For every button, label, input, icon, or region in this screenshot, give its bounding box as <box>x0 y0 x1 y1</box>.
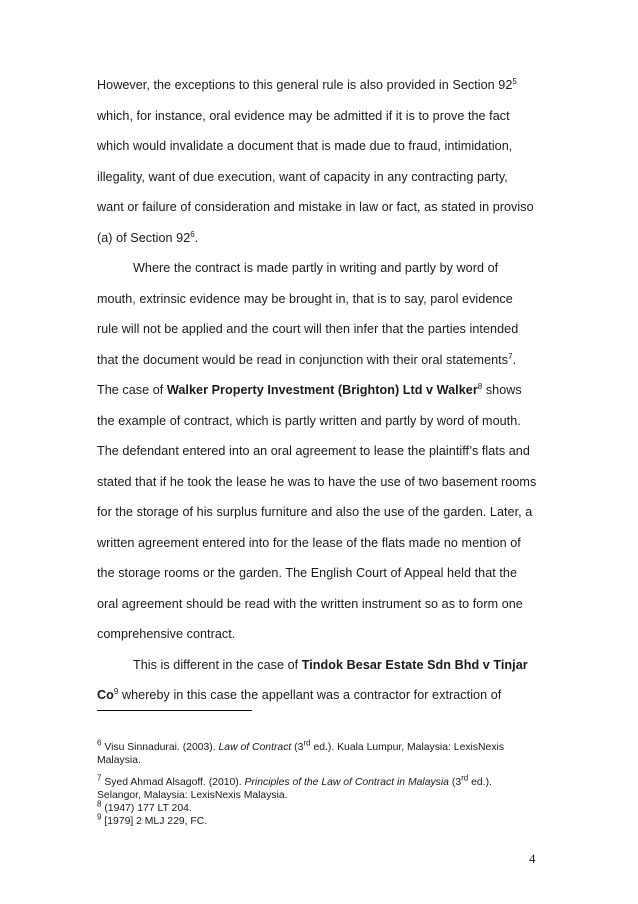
footnote-6: $^6$ Visu Sinnadurai. (2003). Law of Contract (3rd ed.). Kuala Lumpur, Malaysia: LexisNexis <box>97 738 505 753</box>
body-line: illegality, want of due execution, want of capacity in any contracting party, <box>97 170 508 184</box>
body-line: Where the contract is made partly in writing and partly by word of <box>133 261 499 275</box>
body-line: that the document would be read in conjunction with their oral statements$^7$. <box>97 351 517 367</box>
body-line: The defendant entered into an oral agreement to lease the plaintiff’s flats and <box>97 444 530 458</box>
case-name: Tindok Besar Estate Sdn Bhd v Tinjar <box>301 658 528 672</box>
body-line: which would invalidate a document that is made due to fraud, intimidation, <box>97 139 513 153</box>
footnote-7: $^7$ Syed Ahmad Alsagoff. (2010). Principles of the Law of Contract in Malaysia (3rd ed.). <box>97 773 492 788</box>
body-line: want or failure of consideration and mistake in law or fact, as stated in proviso <box>97 200 534 214</box>
body-line: the example of contract, which is partly written and partly by word of mouth. <box>97 414 521 428</box>
body-line: the storage rooms or the garden. The English Court of Appeal held that the <box>97 566 518 580</box>
body-line: stated that if he took the lease he was to have the use of two basement rooms <box>97 475 537 489</box>
body-line: oral agreement should be read with the written instrument so as to form one <box>97 597 523 611</box>
body-line: comprehensive contract. <box>97 627 236 641</box>
body-line: for the storage of his surplus furniture and also the use of the garden. Later, a <box>97 505 533 519</box>
page-number: 4 <box>529 851 536 866</box>
body-line: mouth, extrinsic evidence may be brought in, that is to say, parol evidence <box>97 292 513 306</box>
footnote-9: $^9$ [1979] 2 MLJ 229, FC. <box>97 812 208 827</box>
case-name: Walker Property Investment (Brighton) Ltd v Walker <box>166 383 478 397</box>
footnote-ref: 6 <box>190 229 195 239</box>
body-line: The case of Walker Property Investment (Brighton) Ltd v Walker$^8$ shows <box>97 381 522 397</box>
body-line: written agreement entered into for the lease of the flats made no mention of <box>97 536 521 550</box>
footnote-8: $^8$ (1947) 177 LT 204. <box>97 799 192 814</box>
footnote-ref: 5 <box>512 76 517 86</box>
body-line: rule will not be applied and the court will then infer that the parties intended <box>97 322 519 336</box>
footnote-ref: 8 <box>477 381 483 391</box>
footnote-ref: 7 <box>508 351 513 361</box>
footnote-7-cont: Selangor, Malaysia: LexisNexis Malaysia. <box>97 790 288 801</box>
footnote-6-cont: Malaysia. <box>97 755 141 766</box>
body-line: However, the exceptions to this general rule is also provided in Section $92^5$ <box>97 76 517 92</box>
body-line: which, for instance, oral evidence may be admitted if it is to prove the fact <box>97 109 510 123</box>
body-line: (a) of Section $92^6$. <box>97 229 199 245</box>
footnote-separator <box>97 710 252 711</box>
body-line: Co$^9$ whereby in this case the appellant was a contractor for extraction of <box>97 686 502 702</box>
body-line: This is different in the case of Tindok Besar Estate Sdn Bhd v Tinjar <box>133 658 528 672</box>
footnote-ref: 9 <box>113 686 119 696</box>
case-name: Co <box>97 688 114 702</box>
